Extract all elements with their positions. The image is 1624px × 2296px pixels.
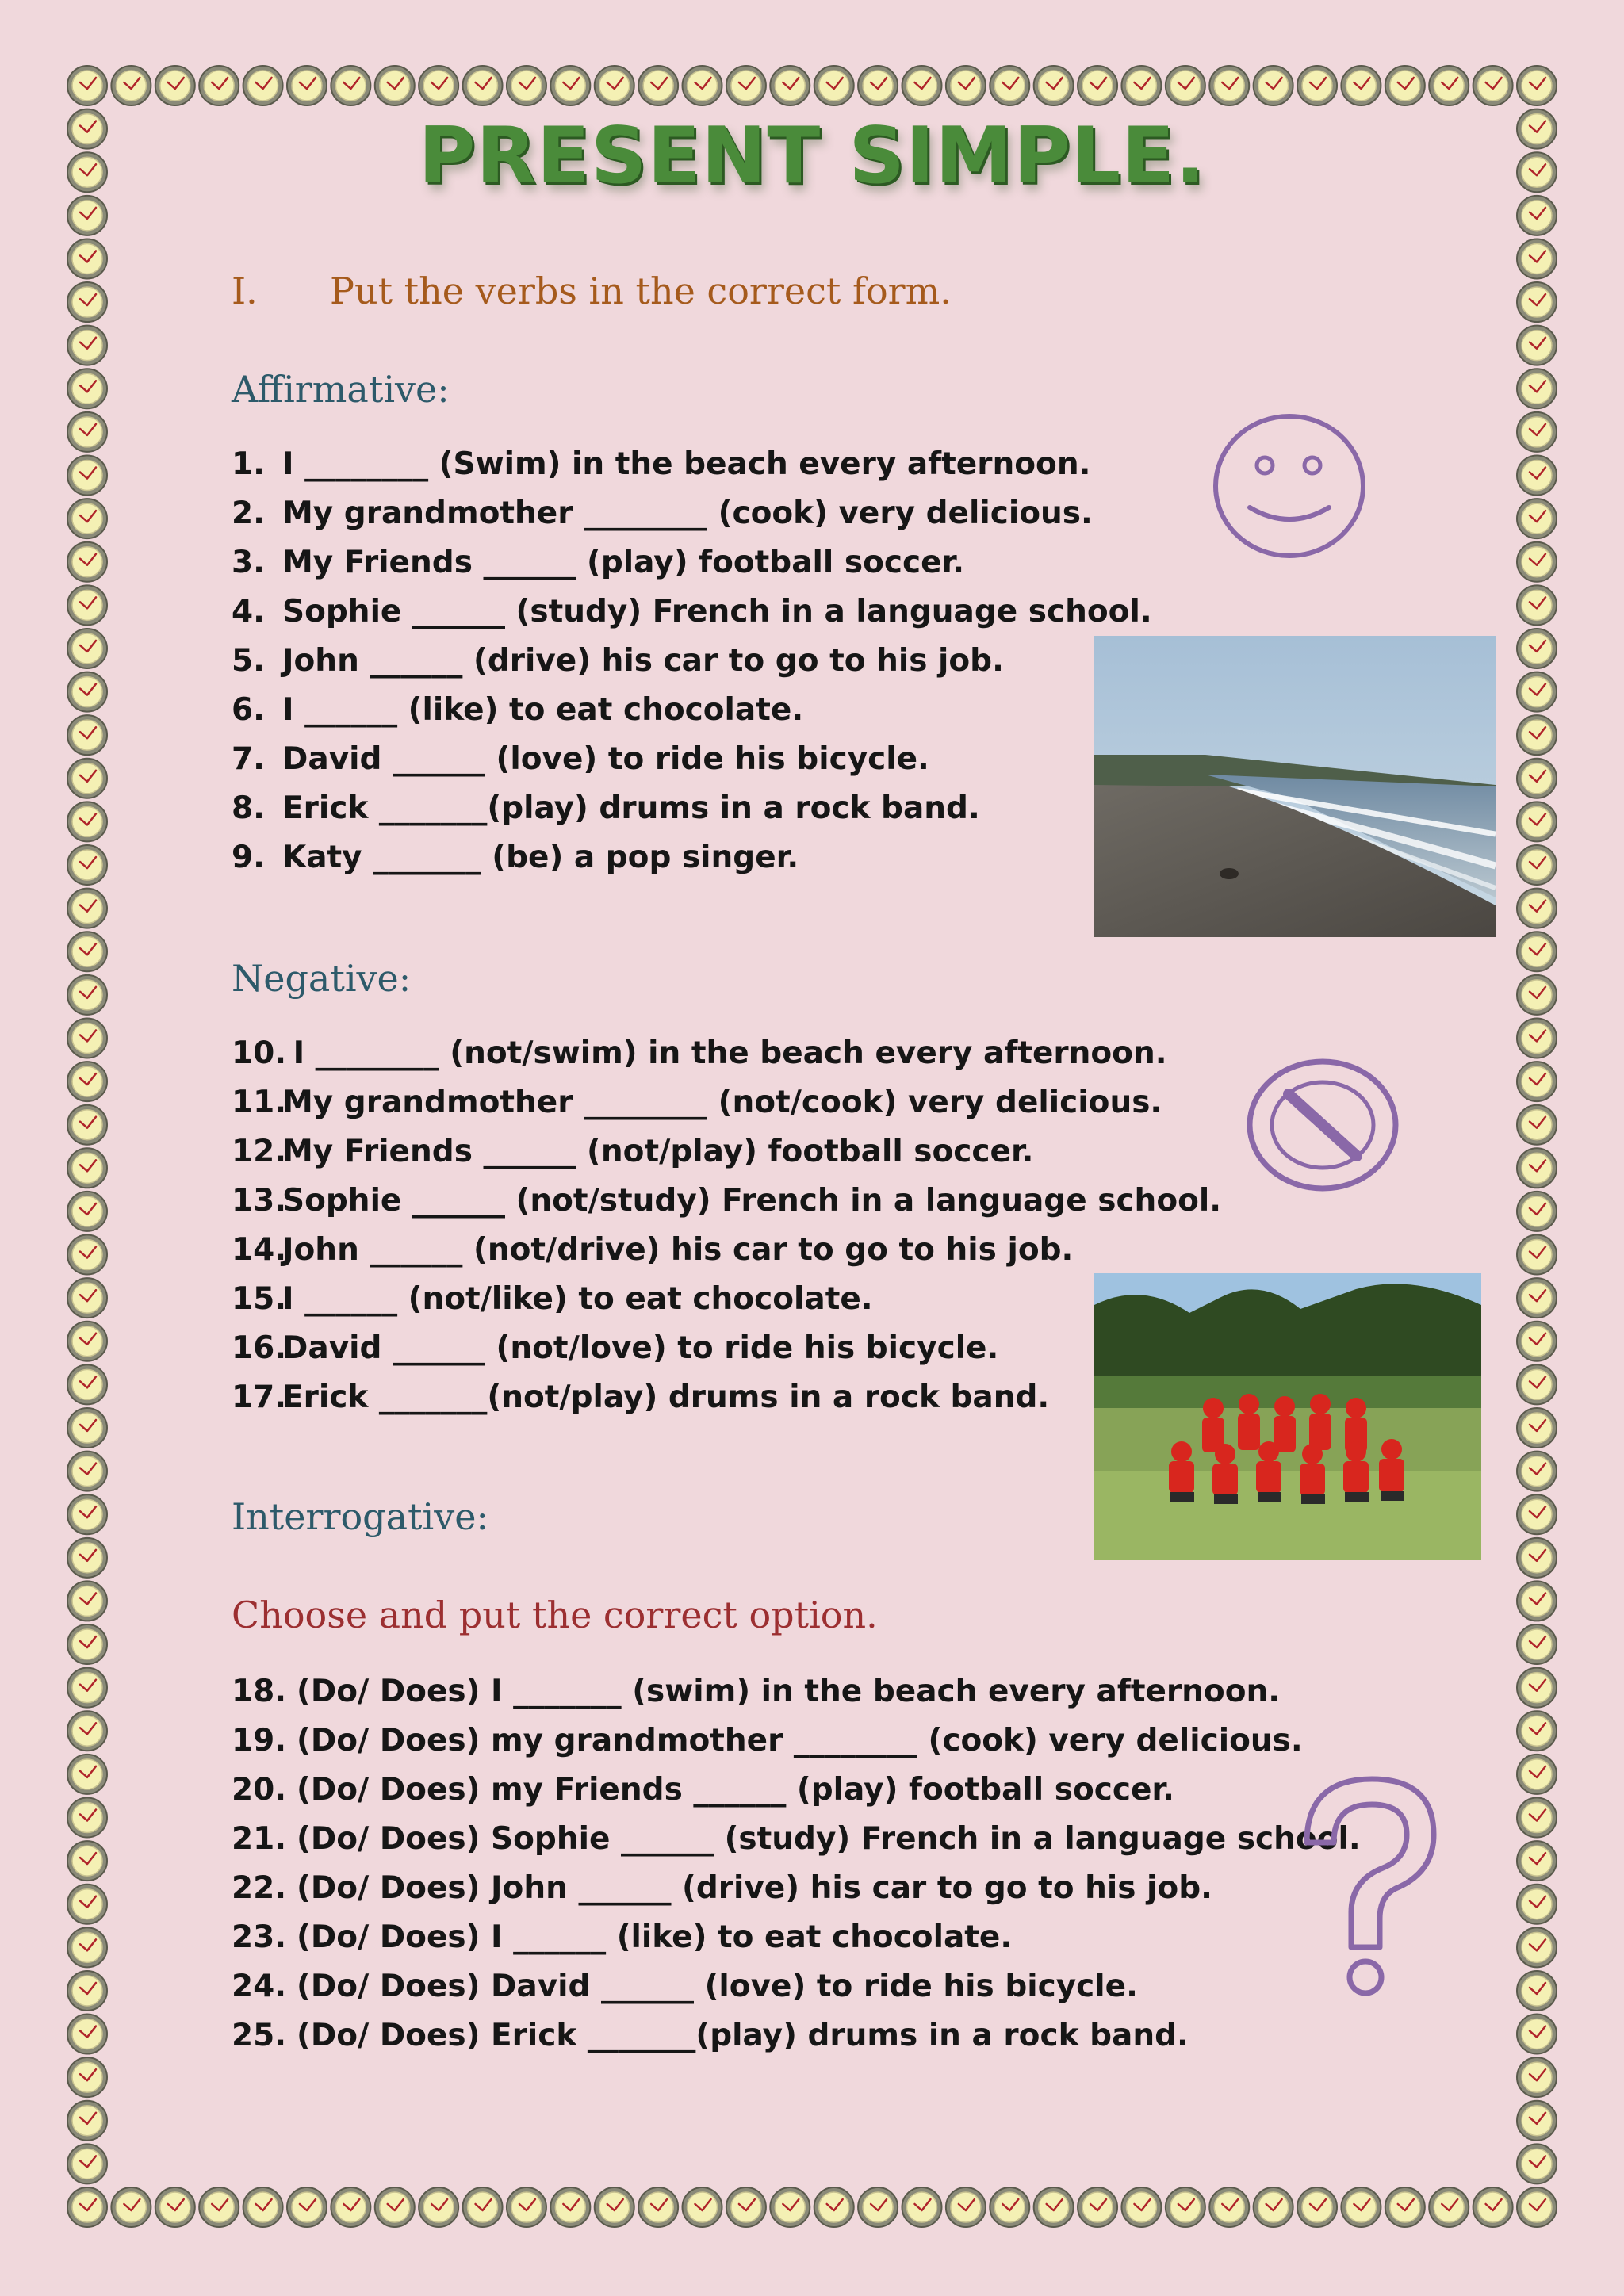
exercise-sentence: My grandmother ________ (cook) very delicious.: [282, 496, 1093, 531]
clock-icon: [946, 66, 986, 105]
exercise-number: 11.: [232, 1085, 287, 1120]
clock-icon: [67, 1494, 107, 1534]
clock-icon: [67, 975, 107, 1015]
clock-icon: [67, 1927, 107, 1967]
clock-icon: [1517, 1755, 1557, 1794]
clock-icon: [67, 2057, 107, 2097]
clock-icon: [67, 672, 107, 712]
clock-icon: [67, 715, 107, 755]
exercise-item: [232, 1913, 1361, 1962]
exercise-sentence: David ______ (love) to ride his bicycle.: [282, 741, 929, 777]
clock-icon: [1517, 2187, 1557, 2227]
clock-icon: [1341, 66, 1381, 105]
exercise-number: 8.: [232, 790, 265, 826]
exercise-sentence: John ______ (not/drive) his car to go to his job.: [282, 1232, 1074, 1268]
clock-icon: [1517, 889, 1557, 928]
clock-icon: [1517, 1148, 1557, 1188]
clock-icon: [1517, 2144, 1557, 2183]
clock-icon: [902, 2187, 941, 2227]
clock-icon: [550, 66, 590, 105]
clock-icon: [1517, 1927, 1557, 1967]
clock-icon: [1517, 672, 1557, 712]
clock-icon: [1517, 1494, 1557, 1534]
clock-icon: [67, 1322, 107, 1361]
exercise-number: 1.: [232, 446, 265, 482]
clock-icon: [67, 1841, 107, 1881]
exercise-item: [232, 1029, 1221, 1078]
clock-icon: [1254, 66, 1293, 105]
exercise-item: [232, 1127, 1221, 1177]
exercise-sentence: Sophie ______ (study) French in a language school.: [282, 594, 1152, 629]
exercise-sentence: (Do/ Does) I ______ (like) to eat chocolate.: [297, 1919, 1013, 1955]
clock-icon: [67, 456, 107, 496]
clock-icon: [67, 1581, 107, 1621]
clock-icon: [858, 66, 898, 105]
clock-icon: [67, 66, 107, 105]
exercise-sentence: I ______ (not/like) to eat chocolate.: [282, 1281, 873, 1317]
clock-icon: [1517, 715, 1557, 755]
exercise-item: [232, 1864, 1361, 1913]
exercise-number: 21.: [232, 1821, 287, 1857]
exercise-number: 15.: [232, 1281, 287, 1317]
clock-icon: [67, 932, 107, 971]
clock-icon: [155, 66, 195, 105]
clock-icon: [67, 542, 107, 582]
clock-icon: [67, 1797, 107, 1837]
clock-icon: [1473, 2187, 1513, 2227]
exercise-number: 16.: [232, 1330, 287, 1366]
clock-icon: [419, 2187, 458, 2227]
clock-icon: [858, 2187, 898, 2227]
exercise-number: 23.: [232, 1919, 287, 1955]
clock-icon: [111, 2187, 151, 2227]
clock-icon: [902, 66, 941, 105]
clock-icon: [67, 1452, 107, 1491]
exercise-number: 7.: [232, 741, 265, 777]
exercise-number: 19.: [232, 1723, 287, 1758]
clock-icon: [1517, 542, 1557, 582]
exercise-sentence: Erick _______(play) drums in a rock band.: [282, 790, 980, 826]
exercise-item: [232, 2011, 1361, 2061]
clock-icon: [67, 1364, 107, 1404]
clock-icon: [1078, 66, 1117, 105]
exercise-sentence: I ______ (like) to eat chocolate.: [282, 692, 804, 728]
clock-icon: [243, 2187, 283, 2227]
clock-icon: [375, 2187, 415, 2227]
clock-icon: [1517, 2101, 1557, 2141]
clock-icon: [67, 499, 107, 538]
clock-icon: [1517, 369, 1557, 408]
clock-icon: [67, 1668, 107, 1708]
exercise-number: 25.: [232, 2018, 287, 2053]
negative-heading: Negative:: [232, 957, 412, 1000]
exercise-sentence: Katy _______ (be) a pop singer.: [282, 840, 799, 875]
clock-icon: [1166, 66, 1205, 105]
clock-icon: [1078, 2187, 1117, 2227]
exercise-number: 17.: [232, 1380, 287, 1415]
exercise-number: 13.: [232, 1183, 287, 1219]
exercise-sentence: David ______ (not/love) to ride his bicycle.: [282, 1330, 999, 1366]
exercise-item: [232, 833, 1152, 882]
clock-icon: [507, 2187, 546, 2227]
clock-icon: [243, 66, 283, 105]
clock-icon: [1341, 2187, 1381, 2227]
clock-icon: [1297, 66, 1337, 105]
smiley-face-icon: [1212, 412, 1367, 560]
clock-icon: [67, 2015, 107, 2054]
clock-icon: [463, 2187, 503, 2227]
clock-icon: [67, 1018, 107, 1058]
clock-icon: [155, 2187, 195, 2227]
clock-icon: [463, 66, 503, 105]
clock-icon: [1517, 412, 1557, 452]
clock-icon: [67, 1711, 107, 1751]
clock-icon: [1517, 1192, 1557, 1231]
clock-icon: [1385, 2187, 1425, 2227]
clock-icon: [331, 66, 370, 105]
clock-icon: [1429, 2187, 1469, 2227]
clock-icon: [67, 1278, 107, 1318]
clock-icon: [1517, 1885, 1557, 1924]
clock-icon: [287, 2187, 327, 2227]
exercise-sentence: My Friends ______ (play) football soccer.: [282, 545, 965, 580]
clock-icon: [1473, 66, 1513, 105]
exercise-sentence: John ______ (drive) his car to go to his job.: [282, 643, 1004, 679]
clock-icon: [67, 2187, 107, 2227]
exercise-number: 24.: [232, 1969, 287, 2004]
exercise-sentence: My grandmother ________ (not/cook) very delicious.: [282, 1085, 1162, 1120]
exercise-item: [232, 1962, 1361, 2011]
instruction-number: I.: [232, 270, 258, 312]
clock-icon: [199, 66, 239, 105]
exercise-item: [232, 784, 1152, 833]
clock-icon: [67, 2144, 107, 2183]
clock-icon: [1517, 1452, 1557, 1491]
clock-icon: [1517, 585, 1557, 625]
clock-icon: [1517, 1581, 1557, 1621]
clock-icon: [67, 1148, 107, 1188]
clock-icon: [1517, 456, 1557, 496]
clock-icon: [199, 2187, 239, 2227]
exercise-sentence: I ________ (Swim) in the beach every afternoon.: [282, 446, 1091, 482]
exercise-item: [232, 1226, 1221, 1275]
clock-icon: [67, 1538, 107, 1578]
affirmative-exercise-list: [232, 440, 1152, 882]
clock-icon: [67, 1192, 107, 1231]
clock-icon: [67, 1235, 107, 1275]
exercise-number: 4.: [232, 594, 265, 629]
clock-icon: [1517, 196, 1557, 235]
clock-icon: [1121, 66, 1161, 105]
exercise-item: [232, 735, 1152, 784]
clock-icon: [1517, 2015, 1557, 2054]
soccer-team-photo: [1094, 1273, 1481, 1560]
exercise-item: [232, 440, 1152, 489]
exercise-number: 3.: [232, 545, 265, 580]
clock-icon: [1517, 1278, 1557, 1318]
exercise-item: [232, 686, 1152, 735]
clock-icon: [331, 2187, 370, 2227]
exercise-sentence: Erick _______(not/play) drums in a rock band.: [282, 1380, 1050, 1415]
exercise-item: [232, 1177, 1221, 1226]
exercise-number: 2.: [232, 496, 265, 531]
clock-icon: [550, 2187, 590, 2227]
clock-icon: [1517, 932, 1557, 971]
instruction-text: Put the verbs in the correct form.: [330, 270, 952, 312]
exercise-item: [232, 1815, 1361, 1864]
clock-icon: [1517, 759, 1557, 798]
clock-icon: [770, 2187, 810, 2227]
clock-icon: [1517, 1668, 1557, 1708]
clock-icon: [67, 802, 107, 841]
exercise-number: 10.: [232, 1035, 287, 1071]
clock-icon: [1385, 66, 1425, 105]
clock-icon: [1517, 2057, 1557, 2097]
exercise-item: [232, 587, 1152, 637]
interrogative-heading: Interrogative:: [232, 1495, 488, 1538]
exercise-sentence: (Do/ Does) David ______ (love) to ride his bicycle.: [297, 1969, 1138, 2004]
clock-icon: [67, 196, 107, 235]
clock-icon: [1517, 845, 1557, 885]
clock-icon: [67, 2101, 107, 2141]
exercise-number: 22.: [232, 1870, 287, 1906]
exercise-number: 18.: [232, 1674, 287, 1709]
clock-icon: [1517, 1841, 1557, 1881]
instruction-heading: [232, 270, 952, 312]
clock-icon: [1517, 1408, 1557, 1448]
exercise-number: 5.: [232, 643, 265, 679]
exercise-sentence: My Friends ______ (not/play) football soccer.: [282, 1134, 1034, 1169]
clock-icon: [1517, 1364, 1557, 1404]
exercise-number: 14.: [232, 1232, 287, 1268]
interrogative-exercise-list: [232, 1667, 1361, 2061]
clock-icon: [1517, 1971, 1557, 2011]
clock-icon: [287, 66, 327, 105]
clock-icon: [67, 845, 107, 885]
exercise-sentence: (Do/ Does) my Friends ______ (play) football soccer.: [297, 1772, 1174, 1808]
exercise-item: [232, 1667, 1361, 1716]
exercise-number: 6.: [232, 692, 265, 728]
clock-icon: [1517, 1062, 1557, 1101]
exercise-sentence: (Do/ Does) John ______ (drive) his car to go to his job.: [297, 1870, 1212, 1906]
exercise-item: [232, 1373, 1221, 1422]
clock-icon: [990, 2187, 1029, 2227]
clock-icon: [67, 629, 107, 668]
clock-icon: [67, 1062, 107, 1101]
clock-icon: [111, 66, 151, 105]
clock-icon: [1517, 326, 1557, 365]
exercise-item: [232, 1766, 1361, 1815]
exercise-item: [232, 538, 1152, 587]
exercise-number: 9.: [232, 840, 265, 875]
clock-icon: [67, 759, 107, 798]
clock-icon: [1517, 1797, 1557, 1837]
clock-icon: [67, 369, 107, 408]
clock-icon: [814, 2187, 854, 2227]
clock-icon: [638, 66, 678, 105]
clock-icon: [67, 282, 107, 322]
exercise-item: [232, 1275, 1221, 1324]
exercise-number: 12.: [232, 1134, 287, 1169]
clock-icon: [726, 2187, 766, 2227]
clock-icon: [683, 66, 722, 105]
clock-icon: [1034, 2187, 1074, 2227]
exercise-sentence: I ________ (not/swim) in the beach every afternoon.: [282, 1035, 1167, 1071]
exercise-sentence: Sophie ______ (not/study) French in a language school.: [282, 1183, 1222, 1219]
clock-icon: [67, 1755, 107, 1794]
clock-icon: [1517, 1235, 1557, 1275]
clock-icon: [1297, 2187, 1337, 2227]
exercise-sentence: (Do/ Does) I _______ (swim) in the beach every afternoon.: [297, 1674, 1281, 1709]
clock-icon: [638, 2187, 678, 2227]
clock-icon: [1517, 1018, 1557, 1058]
clock-icon: [1517, 239, 1557, 278]
prohibited-icon: [1245, 1058, 1400, 1192]
clock-icon: [67, 326, 107, 365]
clock-icon: [67, 889, 107, 928]
clock-icon: [726, 66, 766, 105]
clock-icon: [1034, 66, 1074, 105]
clock-icon: [67, 239, 107, 278]
clock-icon: [419, 66, 458, 105]
clock-icon: [67, 1885, 107, 1924]
clock-icon: [1517, 1624, 1557, 1664]
clock-icon: [1517, 629, 1557, 668]
clock-icon: [1517, 1538, 1557, 1578]
exercise-sentence: (Do/ Does) Erick _______(play) drums in a rock band.: [297, 2018, 1189, 2053]
affirmative-heading: Affirmative:: [232, 368, 450, 411]
clock-icon: [507, 66, 546, 105]
clock-icon: [1254, 2187, 1293, 2227]
clock-icon: [595, 2187, 634, 2227]
exercise-item: [232, 637, 1152, 686]
exercise-number: 20.: [232, 1772, 287, 1808]
clock-icon: [1517, 66, 1557, 105]
negative-exercise-list: [232, 1029, 1221, 1422]
clock-icon: [1209, 2187, 1249, 2227]
clock-icon: [375, 66, 415, 105]
clock-icon: [990, 66, 1029, 105]
clock-icon: [946, 2187, 986, 2227]
clock-icon: [814, 66, 854, 105]
clock-icon: [67, 1105, 107, 1145]
clock-icon: [1517, 975, 1557, 1015]
clock-icon: [683, 2187, 722, 2227]
exercise-item: [232, 1716, 1361, 1766]
clock-icon: [67, 585, 107, 625]
clock-icon: [1209, 66, 1249, 105]
clock-icon: [67, 412, 107, 452]
exercise-item: [232, 1078, 1221, 1127]
clock-icon: [770, 66, 810, 105]
exercise-item: [232, 489, 1152, 538]
clock-icon: [1517, 802, 1557, 841]
clock-icon: [1517, 1711, 1557, 1751]
clock-icon: [595, 66, 634, 105]
page-title: PRESENT SIMPLE.: [418, 111, 1206, 201]
clock-icon: [1517, 282, 1557, 322]
clock-icon: [1517, 1105, 1557, 1145]
clock-icon: [1429, 66, 1469, 105]
exercise-item: [232, 1324, 1221, 1373]
clock-icon: [67, 1408, 107, 1448]
exercise-sentence: (Do/ Does) my grandmother ________ (cook) very delicious.: [297, 1723, 1303, 1758]
clock-icon: [1121, 2187, 1161, 2227]
clock-icon: [1517, 1322, 1557, 1361]
question-mark-icon: [1294, 1770, 1442, 1999]
choose-option-heading: Choose and put the correct option.: [232, 1594, 878, 1636]
beach-photo: [1094, 636, 1496, 937]
clock-icon: [1517, 499, 1557, 538]
clock-icon: [67, 1624, 107, 1664]
clock-icon: [67, 1971, 107, 2011]
exercise-sentence: (Do/ Does) Sophie ______ (study) French in a language school.: [297, 1821, 1361, 1857]
clock-icon: [1166, 2187, 1205, 2227]
